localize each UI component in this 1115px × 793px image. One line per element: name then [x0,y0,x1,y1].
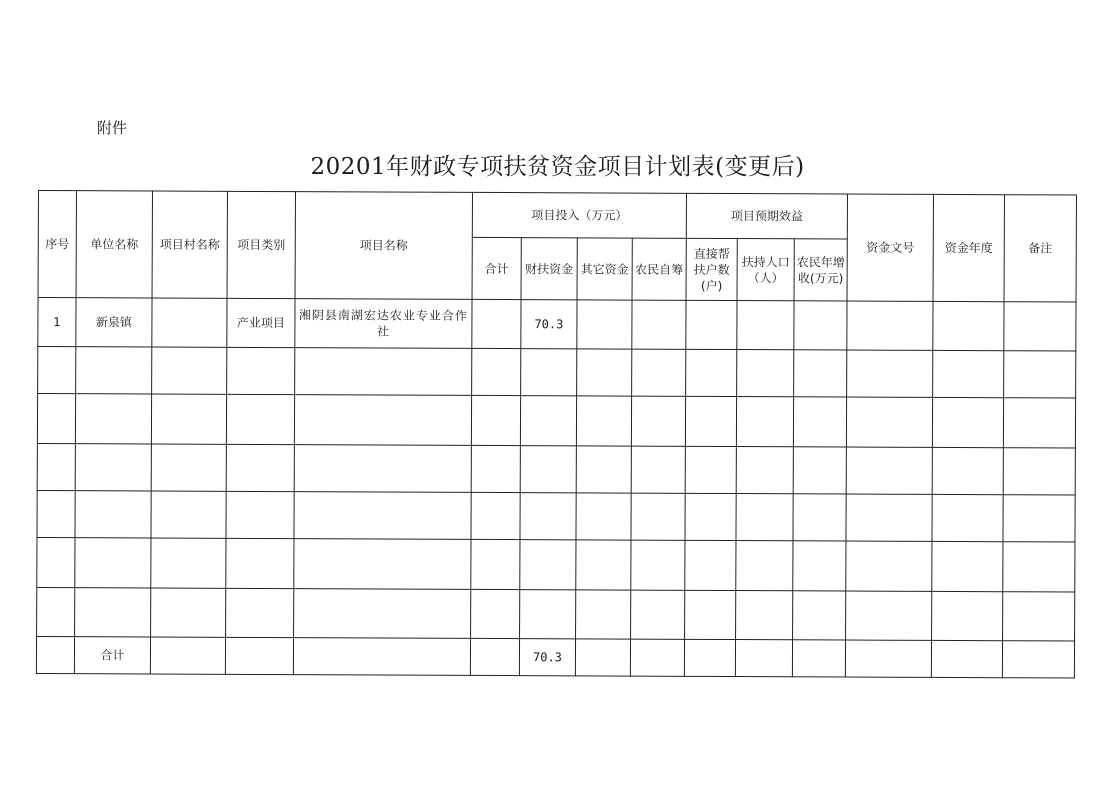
cell-fund-year [933,350,1004,397]
header-doc-no: 资金文号 [847,194,933,301]
cell-remarks [1003,448,1075,495]
cell-unit [75,394,151,444]
cell-seq [38,347,76,394]
cell-supported-people [736,591,793,640]
cell-unit [75,538,151,588]
cell-seq [37,538,75,588]
cell-category [226,588,294,637]
cell-total [471,590,520,639]
cell-doc-no [846,397,932,447]
cell-category [226,491,294,538]
cell-village [151,394,226,444]
cell-direct-households [685,396,736,446]
cell-other [576,590,631,639]
cell-category [227,347,295,394]
cell-fiscal [520,446,576,493]
header-income-increase: 农民年增收(万元) [794,239,847,301]
header-seq: 序号 [38,191,76,298]
cell-category [225,638,293,675]
cell-fund-year [932,397,1003,447]
cell-project [293,638,470,676]
cell-total [471,445,520,492]
table-row [37,491,1075,543]
cell-supported-people [735,640,792,677]
cell-village [150,637,225,674]
cell-remarks [1003,495,1075,542]
cell-fund-year [932,592,1003,641]
header-unit: 单位名称 [76,191,152,298]
total-row [36,637,1074,678]
total-fiscal: 70.3 [519,639,575,676]
cell-direct-households [685,590,736,639]
cell-self-raised [630,639,684,676]
cell-doc-no [846,447,932,494]
cell-fund-year [932,541,1003,591]
cell-unit [75,444,151,491]
table-body [36,298,1076,679]
cell-income-increase [794,350,847,397]
cell-supported-people [736,541,793,591]
cell-other [577,349,632,396]
cell-supported-people [736,397,793,447]
cell-village [151,491,226,538]
total-label: 合计 [74,637,150,674]
cell-total [472,348,521,395]
cell-doc-no [846,591,932,640]
cell-unit [75,491,151,538]
annex-label: 附件 [97,119,128,137]
cell-village [152,347,227,394]
cell-fiscal: 70.3 [521,300,577,349]
cell-income-increase [792,640,845,677]
cell-unit [75,588,151,637]
header-category: 项目类别 [227,191,295,298]
header-project: 项目名称 [295,192,472,300]
cell-fund-year [932,447,1003,494]
cell-doc-no [847,301,933,350]
cell-remarks [1004,302,1076,351]
header-total: 合计 [472,237,521,299]
cell-self-raised [631,540,685,590]
header-investment-group: 项目投入（万元） [472,192,686,238]
header-direct-households: 直接帮扶户数(户) [686,238,737,300]
cell-remarks [1003,542,1075,592]
table-row [37,444,1075,496]
cell-fiscal [520,590,576,639]
cell-total [471,539,520,589]
table-header [38,191,1076,303]
cell-supported-people [737,350,794,397]
header-fund-year: 资金年度 [933,194,1004,301]
cell-doc-no [845,640,931,677]
cell-project [294,589,471,639]
cell-village [151,588,226,637]
header-village: 项目村名称 [152,191,227,298]
header-supported-people: 扶持人口（人） [737,239,794,301]
cell-income-increase [793,447,846,494]
cell-unit: 新泉镇 [76,298,152,347]
plan-table-wrapper [36,190,1076,679]
cell-total [471,492,520,539]
cell-income-increase [793,541,846,591]
cell-project [294,395,471,446]
cell-fiscal [520,493,576,540]
cell-supported-people [736,447,793,494]
cell-direct-households [685,493,736,540]
cell-self-raised [632,300,686,349]
header-benefit-group: 项目预期效益 [686,193,847,239]
cell-seq [37,444,75,491]
cell-other [576,493,631,540]
cell-remarks [1002,641,1074,678]
cell-fund-year [933,301,1004,350]
cell-seq [36,637,74,674]
cell-total [470,639,519,676]
cell-fiscal [521,349,577,396]
cell-other [577,300,632,349]
table-row [38,347,1076,399]
cell-doc-no [846,541,932,591]
table-row [37,538,1075,593]
header-fiscal: 财扶资金 [521,238,577,300]
cell-village [151,444,226,491]
cell-self-raised [631,590,685,639]
table-row [38,298,1076,352]
cell-seq: 1 [38,298,76,347]
cell-village [151,538,226,588]
cell-income-increase [793,397,846,447]
cell-fiscal [520,396,576,446]
cell-total [471,395,520,445]
document-title: 20201年财政专项扶贫资金项目计划表(变更后) [310,154,805,180]
cell-doc-no [847,350,933,397]
cell-direct-households [686,300,737,349]
cell-direct-households [685,540,736,590]
cell-income-increase [793,591,846,640]
cell-direct-households [685,446,736,493]
cell-doc-no [846,494,932,541]
cell-remarks [1003,592,1075,641]
cell-other [575,639,630,676]
cell-direct-households [686,349,737,396]
cell-seq [37,588,75,637]
header-other: 其它资金 [577,238,632,300]
cell-supported-people [737,301,794,350]
cell-remarks [1003,398,1075,448]
table-row [37,588,1075,642]
cell-other [576,396,631,446]
cell-self-raised [632,349,686,396]
cell-category [226,538,294,588]
cell-category [226,444,294,491]
cell-project [295,348,472,396]
cell-project [294,445,471,493]
header-remarks: 备注 [1004,195,1076,302]
cell-category [226,394,294,444]
header-self-raised: 农民自筹 [632,238,686,300]
cell-seq [37,394,75,444]
plan-table [36,190,1077,679]
cell-other [576,540,631,590]
cell-project: 湘阴县南湖宏达农业专业合作社 [295,299,472,349]
cell-supported-people [736,494,793,541]
cell-self-raised [631,446,685,493]
cell-fiscal [520,540,576,590]
cell-fund-year [932,494,1003,541]
cell-income-increase [794,301,847,350]
cell-project [294,492,471,540]
cell-self-raised [631,493,685,540]
cell-seq [37,491,75,538]
cell-unit [76,347,152,394]
cell-income-increase [793,494,846,541]
cell-fund-year [931,641,1002,678]
table-row [37,394,1075,449]
cell-project [294,539,471,590]
cell-category: 产业项目 [227,298,295,347]
cell-remarks [1004,351,1076,398]
cell-self-raised [631,396,685,446]
cell-other [576,446,631,493]
cell-direct-households [684,640,735,677]
cell-village [152,298,227,347]
cell-total [472,299,521,348]
